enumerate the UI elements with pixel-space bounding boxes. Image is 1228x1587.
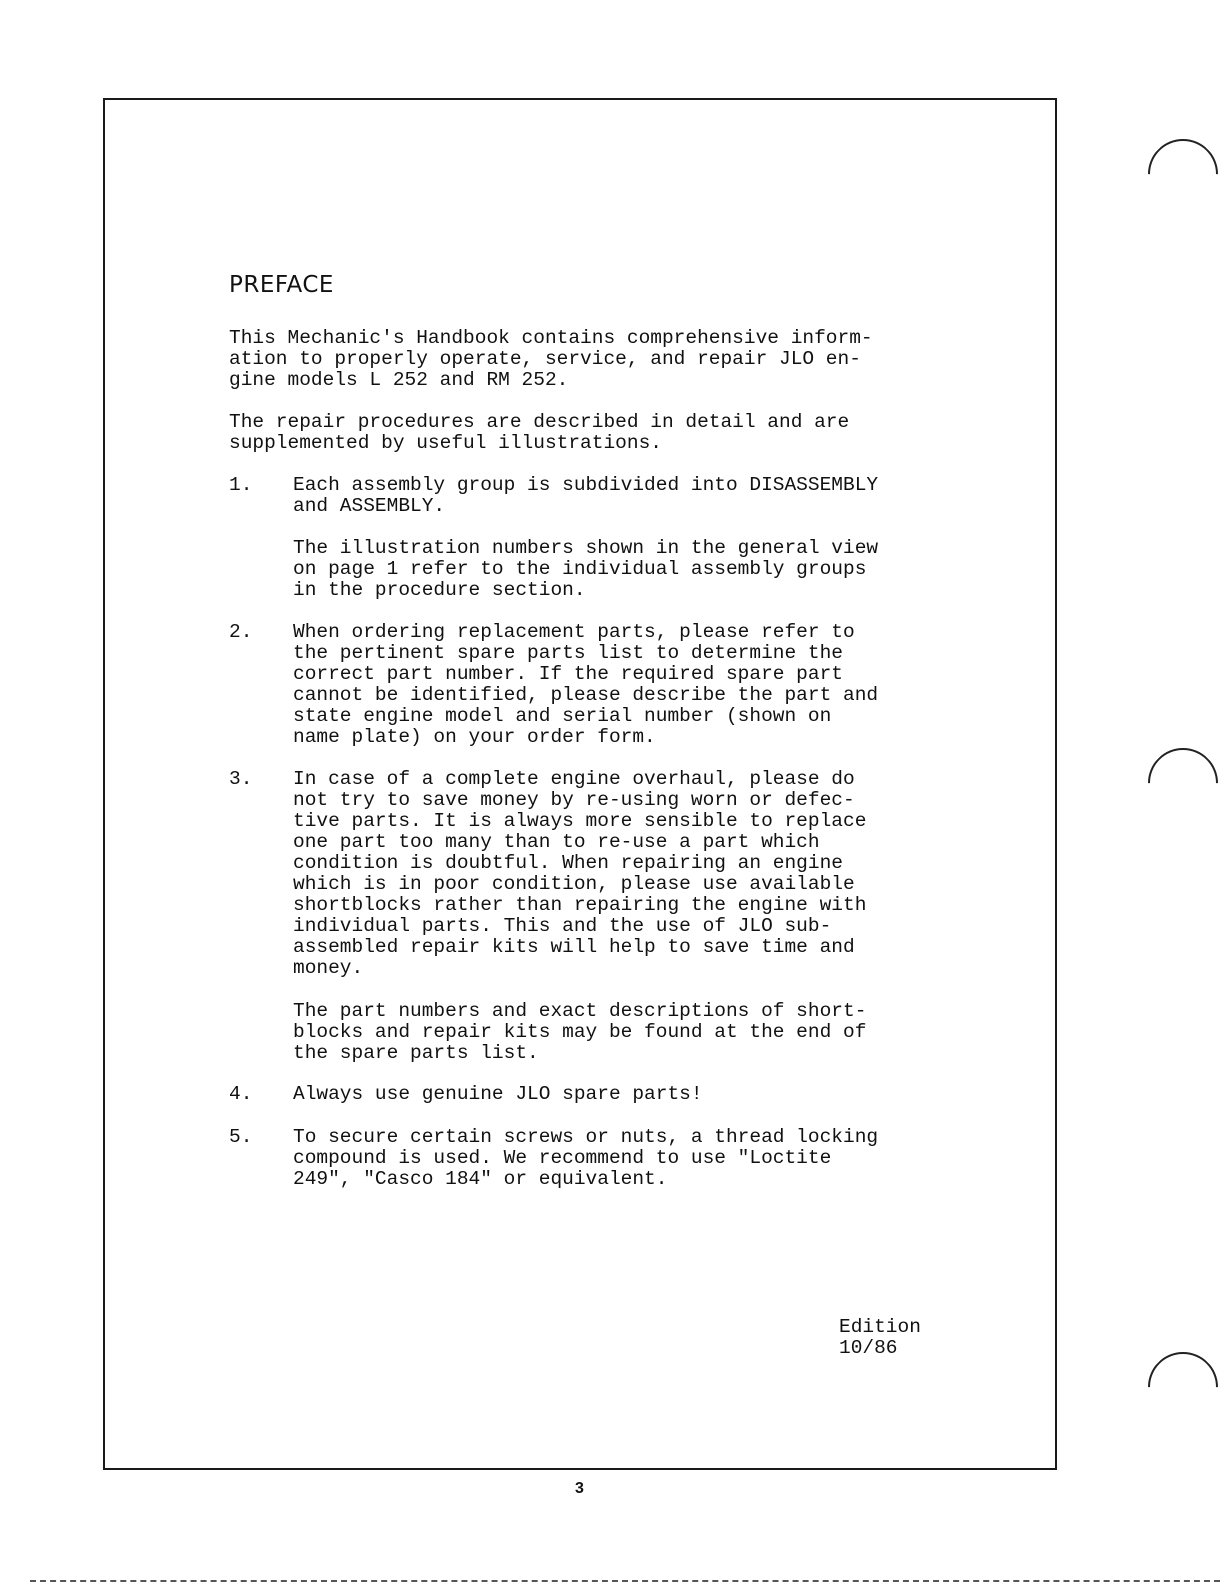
intro-paragraph-2: The repair procedures are described in detail and are supplemented by useful illustrations. <box>229 411 850 454</box>
item-1-paragraph-2: The illustration numbers shown in the general view on page 1 refer to the individual assembly groups in the procedure section. <box>293 537 879 601</box>
binder-hole-bottom <box>1134 1338 1228 1437</box>
page-title: PREFACE <box>229 272 334 298</box>
page-number: 3 <box>575 1480 584 1497</box>
item-4-paragraph-1: Always use genuine JLO spare parts! <box>293 1083 703 1105</box>
intro-paragraph-1: This Mechanic's Handbook contains comprehensive inform- ation to properly operate, service, and repair JLO en- gine models L 252 and RM 252. <box>229 327 873 391</box>
item-3-paragraph-2: The part numbers and exact descriptions of short- blocks and repair kits may be found at the end of the spare parts list. <box>293 1000 867 1064</box>
edition-label: Edition 10/86 <box>839 1316 921 1359</box>
item-5-number: 5. <box>229 1126 253 1148</box>
item-3-paragraph-1: In case of a complete engine overhaul, please do not try to save money by re-using worn or defec- tive parts. It is always more sensible to replace one part too many than to re-use a part which condition is doubtful. When repairing an engine which is in poor condition, please use available shortblocks rather than repairing the engine with individual parts. This and the use of JLO sub- assembled repair kits will help to save time and money. <box>293 768 867 979</box>
binder-hole-top <box>1134 125 1228 224</box>
binder-hole-middle <box>1134 734 1228 833</box>
scan-edge-line <box>30 1580 1220 1582</box>
item-2-number: 2. <box>229 621 253 643</box>
item-2-paragraph-1: When ordering replacement parts, please refer to the pertinent spare parts list to determine the correct part number. If the required spare part cannot be identified, please describe the part and state engine model and serial number (shown on name plate) on your order form. <box>293 621 879 748</box>
item-4-number: 4. <box>229 1083 253 1105</box>
item-1-paragraph-1: Each assembly group is subdivided into DISASSEMBLY and ASSEMBLY. <box>293 474 879 517</box>
item-1-number: 1. <box>229 474 253 496</box>
item-5-paragraph-1: To secure certain screws or nuts, a thread locking compound is used. We recommend to use "Loctite 249", "Casco 184" or equivalent. <box>293 1126 879 1190</box>
item-3-number: 3. <box>229 768 253 790</box>
